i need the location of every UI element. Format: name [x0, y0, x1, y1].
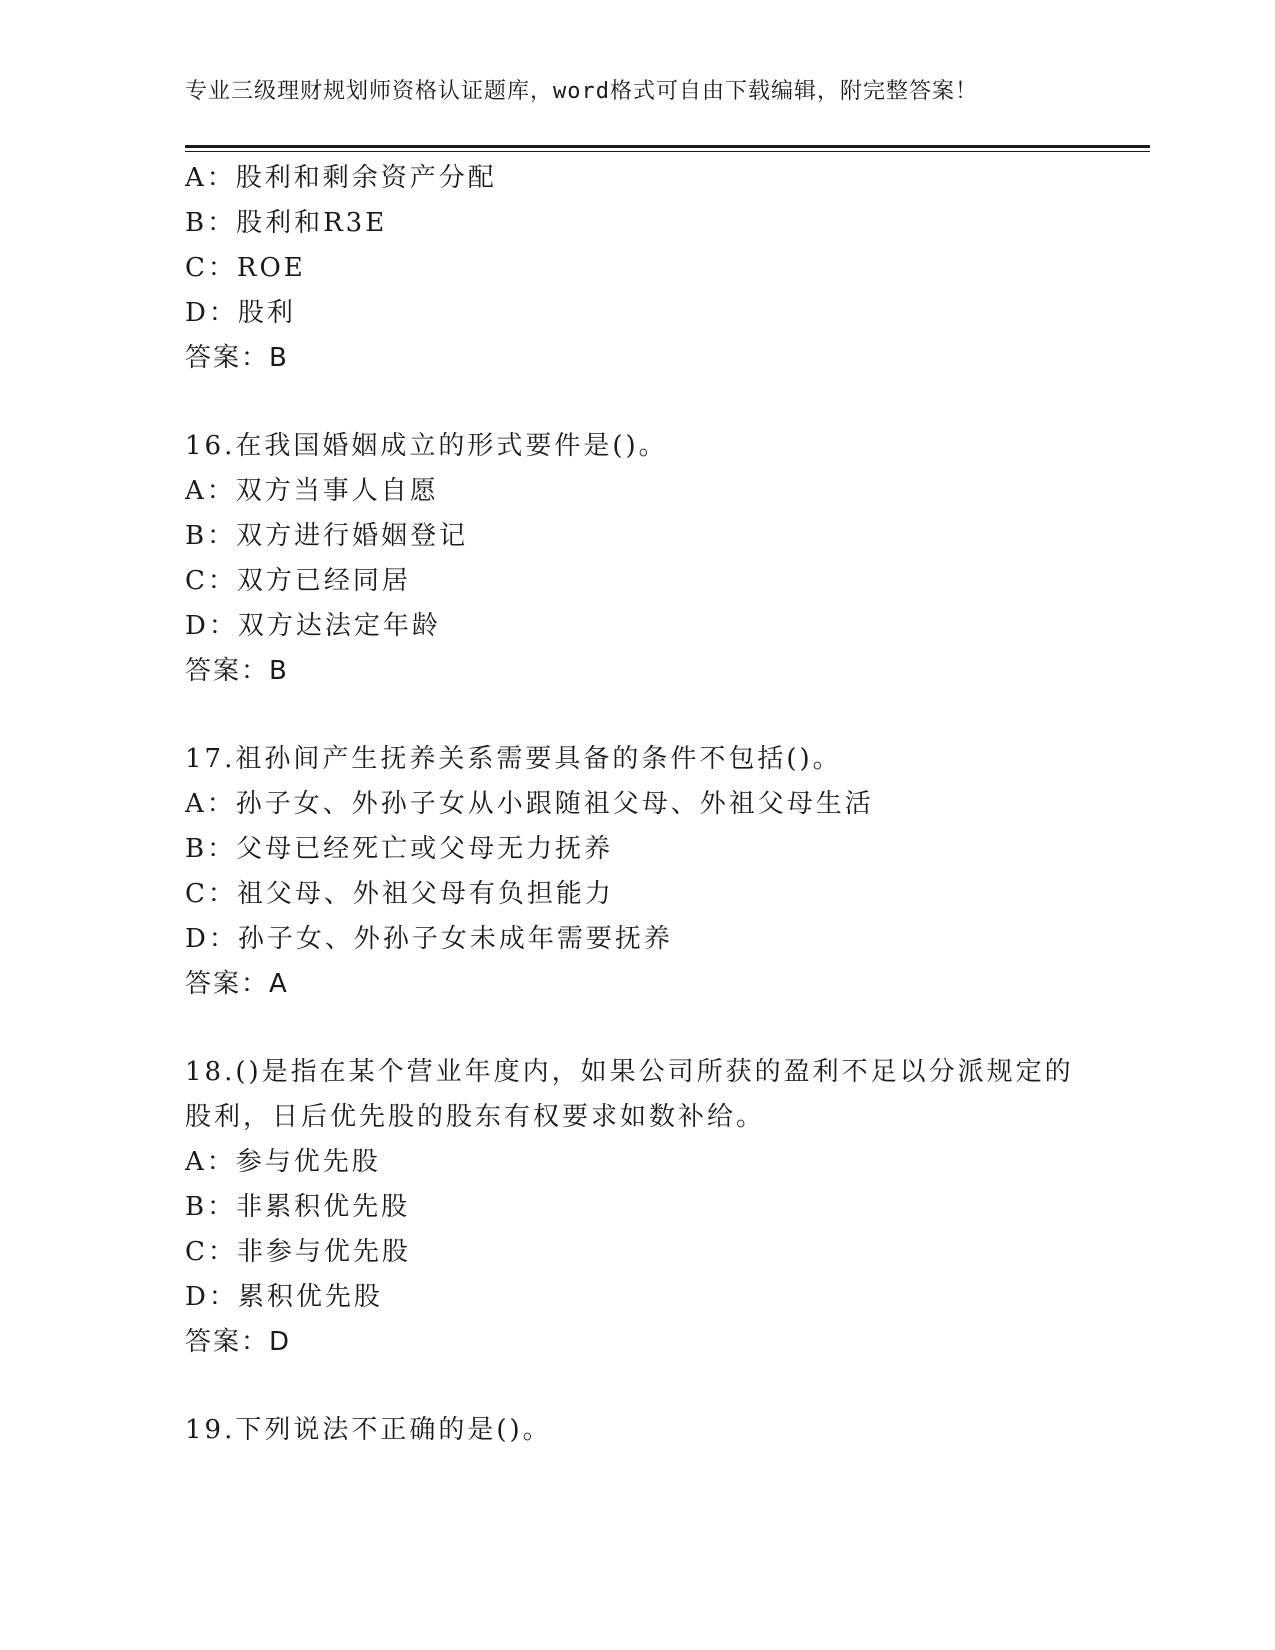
spacer — [185, 1007, 1085, 1050]
answer: 答案：A — [185, 969, 289, 999]
question-stem-line-2: 股利，日后优先股的股东有权要求如数补给。 — [185, 1102, 766, 1132]
question-stem: 19.下列说法不正确的是()。 — [185, 1415, 552, 1445]
option-d: D：双方达法定年龄 — [185, 611, 441, 641]
spacer — [185, 1365, 1085, 1408]
option-c: C：非参与优先股 — [185, 1237, 411, 1267]
option-b: B：非累积优先股 — [185, 1192, 411, 1222]
question-15 — [185, 156, 1085, 381]
page-header: 专业三级理财规划师资格认证题库，word格式可自由下载编辑，附完整答案！ — [185, 79, 978, 104]
option-b: B：父母已经死亡或父母无力抚养 — [185, 834, 614, 864]
question-17 — [185, 737, 1085, 1007]
question-16 — [185, 424, 1085, 694]
header-rule-thick — [185, 145, 1150, 148]
question-stem: 17.祖孙间产生抚养关系需要具备的条件不包括()。 — [185, 744, 842, 774]
question-19 — [185, 1408, 1085, 1453]
option-a: A：孙子女、外孙子女从小跟随祖父母、外祖父母生活 — [185, 789, 874, 819]
header-rule-thin — [185, 151, 1150, 152]
option-b: B：股利和R3E — [185, 208, 388, 238]
option-d: D：股利 — [185, 298, 296, 328]
option-a: A：股利和剩余资产分配 — [185, 163, 497, 193]
option-c: C：ROE — [185, 253, 306, 283]
question-content — [185, 156, 1085, 1453]
option-a: A：双方当事人自愿 — [185, 476, 439, 506]
answer: 答案：B — [185, 656, 289, 686]
option-c: C：双方已经同居 — [185, 566, 411, 596]
question-stem-line-1: 18.()是指在某个营业年度内，如果公司所获的盈利不足以分派规定的 — [185, 1057, 1074, 1087]
answer: 答案：B — [185, 343, 289, 373]
option-d: D：累积优先股 — [185, 1282, 383, 1312]
option-b: B：双方进行婚姻登记 — [185, 521, 469, 551]
option-c: C：祖父母、外祖父母有负担能力 — [185, 879, 614, 909]
spacer — [185, 381, 1085, 424]
option-d: D：孙子女、外孙子女未成年需要抚养 — [185, 924, 673, 954]
answer: 答案：D — [185, 1327, 292, 1357]
spacer — [185, 694, 1085, 737]
option-a: A：参与优先股 — [185, 1147, 381, 1177]
question-18 — [185, 1050, 1085, 1365]
question-stem: 16.在我国婚姻成立的形式要件是()。 — [185, 431, 668, 461]
